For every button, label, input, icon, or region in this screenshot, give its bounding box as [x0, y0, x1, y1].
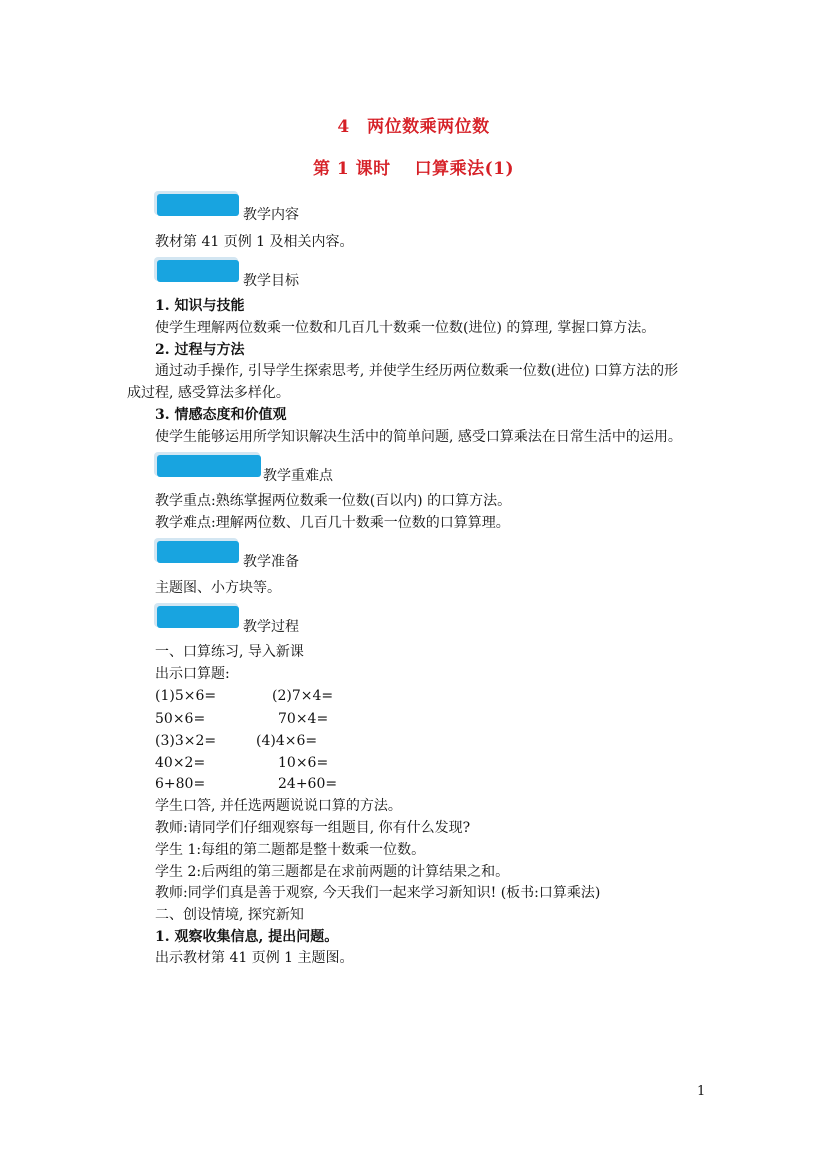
keypoint-text-2: 教学难点:理解两位数、几百几十数乘一位数的口算算理。: [155, 515, 510, 531]
process-line: 一、口算练习, 导入新课: [155, 644, 304, 660]
process-line: 教师:同学们真是善于观察, 今天我们一起来学习新知识! (板书:口算乘法): [155, 885, 601, 901]
goal-heading-2: 2. 过程与方法: [155, 342, 245, 358]
section-label: 教学过程: [243, 619, 299, 635]
section-pill: [157, 260, 239, 282]
section-pill: [157, 455, 261, 477]
section-label: 教学内容: [243, 207, 299, 223]
goal-heading-3: 3. 情感态度和价值观: [155, 407, 287, 423]
prep-text: 主题图、小方块等。: [155, 580, 281, 596]
process-line: 学生口答, 并任选两题说说口算的方法。: [155, 798, 402, 814]
process-line: 二、创设情境, 探究新知: [155, 907, 304, 923]
section-pill: [157, 194, 239, 216]
exercise-item: 10×6=: [278, 755, 329, 771]
section-pill: [157, 606, 239, 628]
goal-text-3: 使学生能够运用所学知识解决生活中的简单问题, 感受口算乘法在日常生活中的运用。: [155, 429, 682, 445]
goal-text-1: 使学生理解两位数乘一位数和几百几十数乘一位数(进位) 的算理, 掌握口算方法。: [155, 320, 656, 336]
section-label: 教学重难点: [263, 468, 333, 484]
section-label: 教学目标: [243, 273, 299, 289]
exercise-item: (1)5×6=: [155, 688, 217, 704]
process-line: 教师:请同学们仔细观察每一组题目, 你有什么发现?: [155, 820, 471, 836]
exercise-item: 70×4=: [278, 711, 329, 727]
process-line: 学生 1:每组的第二题都是整十数乘一位数。: [155, 842, 426, 858]
process-line: 出示教材第 41 页例 1 主题图。: [155, 950, 354, 966]
goal-text-2b: 成过程, 感受算法多样化。: [127, 385, 290, 401]
chapter-title: 4 两位数乘两位数: [337, 117, 490, 137]
goal-text-2a: 通过动手操作, 引导学生探索思考, 并使学生经历两位数乘一位数(进位) 口算方法的形: [155, 363, 679, 379]
section-label: 教学准备: [243, 554, 299, 570]
process-line: 学生 2:后两组的第三题都是在求前两题的计算结果之和。: [155, 864, 510, 880]
process-line: 出示口算题:: [155, 666, 230, 682]
goal-heading-1: 1. 知识与技能: [155, 298, 245, 314]
exercise-item: (3)3×2=: [155, 733, 217, 749]
exercise-item: 50×6=: [155, 711, 206, 727]
lesson-title: 第 1 课时 口算乘法(1): [313, 159, 514, 179]
keypoint-text-1: 教学重点:熟练掌握两位数乘一位数(百以内) 的口算方法。: [155, 493, 512, 509]
exercise-item: 24+60=: [278, 776, 338, 792]
exercise-item: 40×2=: [155, 755, 206, 771]
exercise-item: (2)7×4=: [272, 688, 334, 704]
section-pill: [157, 541, 239, 563]
process-line: 1. 观察收集信息, 提出问题。: [155, 929, 339, 945]
page-number: 1: [697, 1084, 706, 1099]
exercise-item: (4)4×6=: [256, 733, 318, 749]
content-text: 教材第 41 页例 1 及相关内容。: [155, 234, 354, 250]
exercise-item: 6+80=: [155, 776, 206, 792]
